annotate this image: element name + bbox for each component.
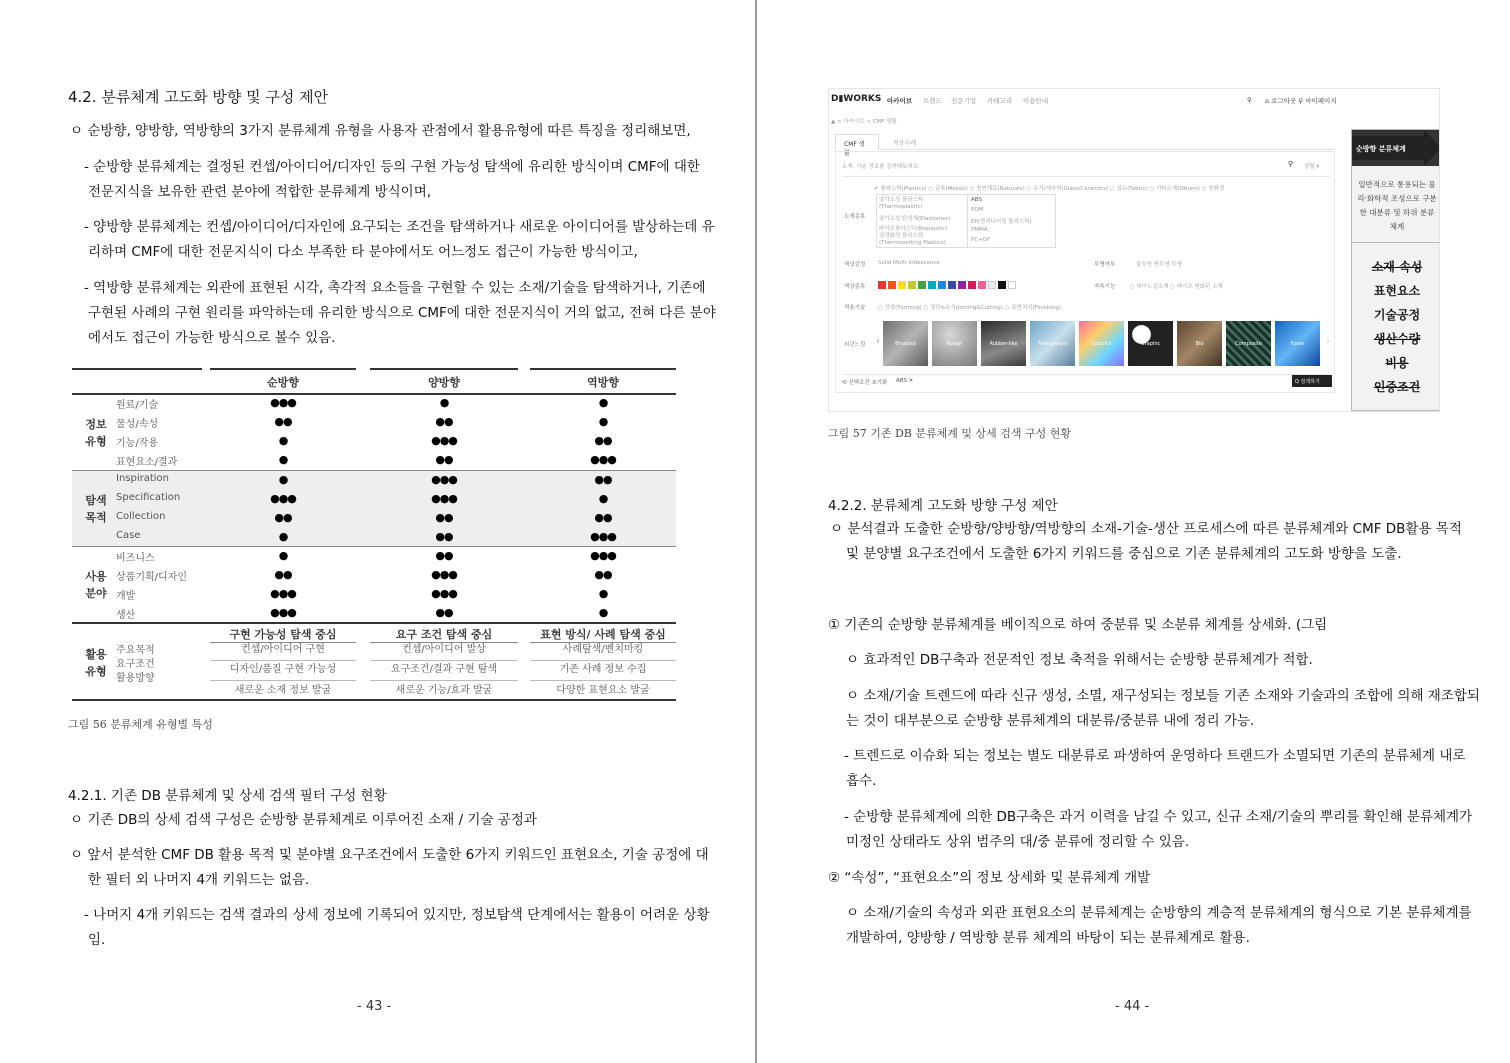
row-label: 물성/속성 [116, 419, 159, 430]
rating: ●●● [431, 473, 457, 486]
search-input[interactable]: 소재, 기술 정보를 검색해보세요. [842, 164, 920, 170]
function-options[interactable]: ○ 피아노검소재 ○ 바이오 변화된 소재 [1130, 284, 1223, 290]
material-list-item[interactable]: 바이오플라스틱(Bioplastic) [879, 226, 948, 232]
thumb-bio[interactable]: Bio [1177, 321, 1222, 366]
color-swatch[interactable] [888, 281, 896, 289]
rating: ●●● [431, 434, 457, 447]
usage-cell: 컨셉/아이디어 구현 [241, 644, 325, 655]
numbered-item: ② “속성”, “표현요소”의 정보 상세화 및 분류체계 개발 [828, 870, 1151, 886]
rating: ● [278, 434, 288, 447]
rating: ●● [274, 415, 292, 428]
paragraph-dash: - 트렌드로 이슈화 되는 정보는 별도 대분류로 파생하여 운영하다 트랜드가 소멸되면 기존의 분류체계 내로 [844, 748, 1466, 764]
rating: ●●● [590, 453, 616, 466]
paragraph-bullet: ㅇ 분석결과 도출한 순방향/양방향/역방향의 소재-기술-생산 프로세스에 따른 분류체계와 CMF DB활용 목적 [830, 521, 1462, 537]
rating: ●●● [270, 396, 296, 409]
label-transparency: 투명여부 [1094, 262, 1116, 268]
thumb-colorful[interactable]: Colorful [1079, 321, 1124, 366]
row-label: 기능/작용 [116, 438, 159, 449]
rating: ● [439, 396, 449, 409]
usage-cell: 기존 사례 정보 수집 [559, 664, 647, 675]
numbered-item: ① 기존의 순방향 분류체계를 베이직으로 하여 중분류 및 소분류 체계를 상세화. (그림 [828, 617, 1328, 633]
color-swatch[interactable] [968, 281, 976, 289]
rating: ●● [435, 530, 453, 543]
row-label: 표현요소/결과 [116, 457, 178, 468]
classification-table [72, 368, 676, 702]
selected-chip[interactable]: ABS ✕ [896, 378, 914, 384]
row-label: 비즈니스 [116, 553, 155, 564]
thumb-rough[interactable]: Rough [932, 321, 977, 366]
row-label: 활용방향 [116, 673, 155, 684]
rating: ●●● [270, 587, 296, 600]
color-swatch[interactable] [948, 281, 956, 289]
row-label: 원료/기술 [116, 400, 159, 411]
paragraph-dash-cont: 리하며 CMF에 대한 전문지식이 다소 부족한 타 분야에서도 어느정도 접근이 가능한 방식이고, [88, 244, 638, 260]
rating: ●● [594, 473, 612, 486]
rating: ●● [435, 453, 453, 466]
material-list-box [876, 194, 1056, 248]
label-function: 자속기능 [1094, 284, 1116, 290]
keyword: 표현요소 [1373, 284, 1421, 298]
user-links[interactable]: ⌂ 로그아웃 ⚲ 마이페이지 [1265, 97, 1337, 105]
usage-cell: 다양한 표현요소 발굴 [556, 685, 650, 696]
material-tabs[interactable]: ✔ 플라스틱(Plastics) ○ 금속(Metals) ○ 천연재료(Naturals) ○ 유기/세라믹(Glass/Ceramics) ○ 섬유(Fabric) ○ 기타소재(Others) ○ 친환경 [874, 186, 1225, 192]
paragraph-bullet-cont: 는 것이 대부분으로 순방향 분류체계의 대분류/중분류 내에 정리 가능. [846, 713, 1255, 729]
keyword: 생산수량 [1373, 332, 1421, 346]
paragraph-bullet-cont: 개발하여, 양방향 / 역방향 분류 체계의 바탕이 되는 분류체계로 활용. [846, 930, 1250, 946]
rating: ●●● [431, 568, 457, 581]
label-color-feel: 색상감정 [844, 262, 866, 268]
subsection-heading: 4.2.1. 기존 DB 분류체계 및 상세 검색 필터 구성 현황 [68, 788, 387, 804]
rating: ● [278, 530, 288, 543]
group-label: 정보 유형 [85, 418, 107, 448]
thumb-composite[interactable]: Composite [1226, 321, 1271, 366]
tab-cases[interactable]: 적용사례 [893, 140, 917, 147]
annotation-title: 순방향 분류체계 [1356, 145, 1406, 153]
color-swatch[interactable] [898, 281, 906, 289]
usage-cell: 새로운 기능/효과 발굴 [395, 685, 493, 696]
thumb-brushed[interactable]: Brushed [883, 321, 928, 366]
label-color-swatch: 색상종류 [844, 284, 866, 290]
rating: ●● [435, 511, 453, 524]
paragraph-bullet-cont: 및 분양별 요구조건에서 도출한 6가지 키워드를 중심으로 기존 분류체계의 고도화 방향을 도출. [846, 546, 1402, 562]
color-swatch[interactable] [878, 281, 886, 289]
row-label: 요구조건 [116, 659, 155, 670]
row-label: Case [116, 530, 141, 541]
keyword: 비용 [1385, 356, 1409, 370]
usage-cell: 요구조건/결과 구현 탐색 [390, 664, 498, 675]
paragraph-dash-cont: 임. [88, 932, 106, 948]
rating: ● [278, 473, 288, 486]
color-swatch[interactable] [988, 281, 996, 289]
usage-cell: 사례탐색/벤치마킹 [562, 644, 644, 655]
transparency-options[interactable]: 불투명 반투명 투명 [1136, 262, 1183, 268]
annotation-description: 일반적으로 통용되는 물리·화학적 조성으로 구분한 대분류 및 하위 분류 체계 [1357, 180, 1437, 231]
row-label: 개발 [116, 591, 136, 602]
rating: ● [598, 606, 608, 619]
rating: ●● [435, 415, 453, 428]
reset-filters-button[interactable]: ⟲ 선택조건 초기화 [842, 380, 888, 386]
color-swatch[interactable] [998, 281, 1006, 289]
rating: ●● [435, 606, 453, 619]
usage-cell: 디자인/품질 구현 가능성 [229, 664, 337, 675]
paragraph-bullet: ㅇ 기존 DB의 상세 검색 구성은 순방향 분류체계로 이루어진 소재 / 기술 공정과 [70, 812, 537, 828]
group-label: 사용 분야 [85, 570, 107, 600]
color-swatch[interactable] [938, 281, 946, 289]
rating: ●●● [270, 606, 296, 619]
rating: ● [598, 396, 608, 409]
label-appearance: 외관느낌 [844, 342, 866, 348]
usage-head: 표현 방식/ 사례 탐색 중심 [540, 628, 666, 641]
label-tech: 적용기술 [844, 305, 866, 311]
material-list-item[interactable]: 열가소성 탄성체(Elastomer) [879, 216, 950, 222]
usage-head: 구현 가능성 탐색 중심 [229, 628, 337, 641]
rating: ● [598, 492, 608, 505]
material-sub-item[interactable]: ABS [971, 197, 982, 203]
nav-item[interactable]: 전문기업 [951, 97, 977, 105]
color-swatch[interactable] [978, 281, 986, 289]
keyword: 소재 속성 [1371, 260, 1423, 274]
paragraph-bullet: ㅇ 소재/기술의 속성과 외관 표현요소의 분류체계는 순방향의 계층적 분류체계의 형식으로 기본 분류체계를 [846, 905, 1472, 921]
keyword: 인증조건 [1373, 380, 1421, 394]
color-swatch[interactable] [1008, 281, 1016, 289]
rating: ●● [435, 549, 453, 562]
column-reverse: 역방향 [587, 376, 619, 389]
thumb-rubber[interactable]: Rubber-like [981, 321, 1026, 366]
usage-cell: 새로운 소재 정보 발굴 [234, 685, 332, 696]
paragraph-dash-cont: 전문지식을 보유한 관련 분야에 적합한 분류체계 방식이며, [88, 184, 432, 200]
paragraph-bullet-cont: 한 필터 외 나머지 4개 키워드는 없음. [88, 872, 310, 888]
paragraph-dash-cont: 흡수. [846, 773, 877, 789]
chevron-left-icon[interactable]: ‹ [876, 336, 880, 347]
paragraph-dash: - 나머지 4개 키워드는 검색 결과의 상세 정보에 기록되어 있지만, 정보탐색 단계에서는 활용이 어려운 상황 [84, 907, 710, 923]
thumb-transparent[interactable]: Transparent [1030, 321, 1075, 366]
rating: ●● [594, 568, 612, 581]
figure-caption: 그림 57 기존 DB 분류체계 및 상세 검색 구성 현황 [828, 427, 1072, 440]
color-swatch[interactable] [918, 281, 926, 289]
paragraph-dash: - 순방향 분류체계에 의한 DB구축은 과거 이력을 남길 수 있고, 신규 소재/기술의 뿌리를 확인해 분류체계가 [844, 809, 1473, 825]
rating: ●● [274, 568, 292, 581]
rating: ● [598, 415, 608, 428]
usage-cell: 컨셉/아이디어 발상 [402, 644, 486, 655]
rating: ●● [594, 434, 612, 447]
search-icon[interactable]: ⚲ [1247, 96, 1252, 104]
column-bidirectional: 양방향 [428, 376, 460, 389]
material-sub-item[interactable]: PMMA [971, 227, 988, 233]
subsection-heading: 4.2.2. 분류체계 고도화 방향 구성 제안 [828, 498, 1058, 514]
forward-classification-annotation [1351, 129, 1440, 411]
nav-item[interactable]: 이용안내 [1023, 97, 1049, 105]
chevron-right-icon[interactable]: › [1326, 336, 1330, 347]
search-button[interactable]: Q 검색하기 [1292, 375, 1332, 387]
nav-item[interactable]: 아카이브 [887, 97, 913, 105]
rating: ●●● [270, 492, 296, 505]
rating: ●● [274, 511, 292, 524]
rating: ●● [594, 511, 612, 524]
paragraph-bullet: ㅇ 순방향, 양방향, 역방향의 3가지 분류체계 유형을 사용자 관점에서 활용유형에 따른 특징을 정리해보면, [70, 123, 691, 139]
nav-item[interactable]: 카테고리 [987, 97, 1013, 105]
db-screenshot-figure [828, 88, 1440, 412]
tab-bar [835, 134, 1335, 157]
nav-item[interactable]: 트렌드 [923, 97, 942, 105]
logo: D▮WORKS [831, 94, 882, 104]
paragraph-dash-cont: 구현된 사례의 구현 원리를 파악하는데 유리한 방식으로 CMF에 대한 전문지식이 거의 없고, 전혀 다른 분야 [88, 305, 716, 321]
rating: ●●● [590, 549, 616, 562]
group-label: 활용 유형 [85, 648, 107, 678]
tab-cmf[interactable]: CMF 생활 [835, 134, 879, 150]
paragraph-dash: - 양방향 분류체계는 컨셉/아이디어/디자인에 요구되는 조건을 탐색하거나 새로운 아이디어를 발상하는데 유 [84, 219, 715, 235]
material-list-item[interactable]: 열경화성 플라스틱 (Thermosetting Plastics) [879, 233, 946, 246]
material-sub-item[interactable]: POM [971, 207, 984, 213]
color-options[interactable]: Solid Multi Iridescence [878, 260, 940, 266]
row-label: 생산 [116, 610, 136, 621]
figure-caption: 그림 56 분류체계 유형별 특성 [68, 718, 213, 731]
arrow-right-icon [1352, 130, 1440, 166]
row-label: Inspiration [116, 473, 170, 484]
thumb-graphic[interactable]: Graphic [1128, 321, 1173, 366]
material-sub-item[interactable]: EP(엔지니어링 플라스틱) [971, 219, 1032, 225]
color-swatch[interactable] [908, 281, 916, 289]
material-sub-item[interactable]: PC+GF [971, 237, 991, 243]
paragraph-dash-cont: 미정인 상태라도 상위 범주의 대/중 분류에 정리할 수 있음. [846, 834, 1190, 850]
usage-head: 요구 조건 탐색 중심 [395, 628, 493, 641]
paragraph-bullet: ㅇ 앞서 분석한 CMF DB 활용 목적 및 분야별 요구조건에서 도출한 6가지 키워드인 표현요소, 기술 공정에 대 [70, 847, 709, 863]
row-label: Specification [116, 492, 181, 503]
paragraph-dash-cont: 에서도 접근이 가능한 방식으로 볼수 있음. [88, 330, 336, 346]
row-label: 주요목적 [116, 645, 155, 656]
rating: ● [598, 587, 608, 600]
group-label: 탐색 목적 [85, 494, 107, 524]
paragraph-dash: - 순방향 분류체계는 결정된 컨셉/아이디어/디자인 등의 구현 가능성 탐색에 유리한 방식이며 CMF에 대한 [84, 159, 700, 175]
rating: ● [278, 453, 288, 466]
material-list-item[interactable]: 열가소성 플라스틱 (Thermoplastic) [879, 197, 924, 210]
rating: ●●● [431, 492, 457, 505]
row-label: Collection [116, 511, 166, 522]
rating: ● [278, 549, 288, 562]
label-material: 소재종류 [844, 214, 866, 220]
tech-options[interactable]: ○ 성형(Forming) ○ 절단&유식(Joining&Cutting) ○ 표면처리(Finishing) [878, 305, 1061, 311]
rating: ●●● [431, 587, 457, 600]
column-forward: 순방향 [267, 376, 299, 389]
row-label: 상품기획/디자인 [116, 572, 187, 583]
color-swatch[interactable] [928, 281, 936, 289]
rating: ●●● [590, 530, 616, 543]
paragraph-dash: - 역방향 분류체계는 외관에 표현된 시각, 촉각적 요소들을 구현할 수 있는 소재/기술을 탐색하거나, 기존에 [84, 280, 706, 296]
page-number: - 44 - [1115, 999, 1150, 1014]
thumb-foam[interactable]: Foam [1275, 321, 1320, 366]
color-swatch[interactable] [958, 281, 966, 289]
keyword: 기술공정 [1373, 308, 1421, 322]
sort-dropdown[interactable]: 정렬 ▾ [1304, 164, 1320, 170]
page-number: - 43 - [357, 999, 392, 1014]
paragraph-bullet: ㅇ 소재/기술 트렌드에 따라 신규 생성, 소멸, 재구성되는 정보들 기존 소재와 기술과의 조합에 의해 재조합되 [846, 688, 1480, 704]
search-icon[interactable]: ⚲ [1288, 160, 1294, 168]
breadcrumb: ▲ > 아카이브 > CMF 생활 [831, 119, 897, 125]
section-heading: 4.2. 분류체계 고도화 방향 및 구성 제안 [68, 88, 329, 106]
paragraph-bullet: ㅇ 효과적인 DB구축과 전문적인 정보 축적을 위해서는 순방향 분류체계가 적합. [846, 652, 1313, 668]
